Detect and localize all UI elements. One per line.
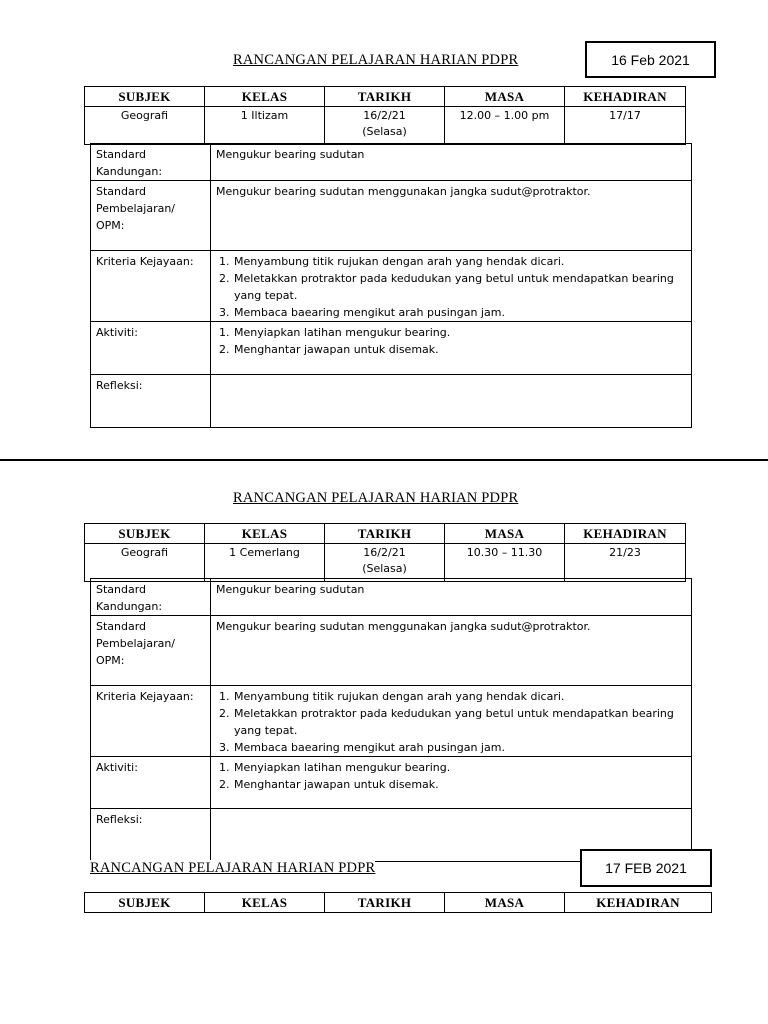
standard-kandungan-label: Standard Kandungan: — [91, 144, 211, 181]
masa-header: MASA — [445, 893, 565, 913]
subjek-value: Geografi — [85, 544, 205, 582]
plan1-value-row — [85, 107, 686, 145]
plan2-detail-table — [90, 578, 692, 862]
kehadiran-value: 21/23 — [565, 544, 686, 582]
kelas-header: KELAS — [205, 87, 325, 107]
kriteria-row — [91, 686, 692, 757]
kriteria-value — [211, 251, 692, 322]
standard-pembelajaran-value: Mengukur bearing sudutan menggunakan jangka sudut@protraktor. — [211, 616, 692, 686]
masa-header: MASA — [445, 524, 565, 544]
masa-header: MASA — [445, 87, 565, 107]
kriteria-item: 2. Meletakkan protraktor pada kedudukan yang betul untuk mendapatkan bearing yang tepat. — [233, 705, 685, 739]
standard-kandungan-label: Standard Kandungan: — [91, 579, 211, 616]
kriteria-list — [216, 253, 685, 321]
kriteria-item: 3. Membaca baearing mengikut arah pusingan jam. — [233, 739, 685, 756]
masa-value: 10.30 – 11.30 — [445, 544, 565, 582]
tarikh-header: TARIKH — [325, 524, 445, 544]
plan1-detail-table — [90, 143, 692, 428]
tarikh-header: TARIKH — [325, 893, 445, 913]
plan3-header-table — [84, 892, 712, 913]
page-separator — [0, 459, 768, 461]
aktiviti-value — [211, 757, 692, 809]
aktiviti-value — [211, 322, 692, 375]
kelas-header: KELAS — [205, 524, 325, 544]
plan3-title: RANCANGAN PELAJARAN HARIAN PDPR — [90, 860, 376, 876]
kehadiran-header: KEHADIRAN — [565, 87, 686, 107]
standard-kandungan-value: Mengukur bearing sudutan — [211, 144, 692, 181]
tarikh-value: 16/2/21 (Selasa) — [325, 544, 445, 582]
plan3-date-box: 17 FEB 2021 — [580, 849, 712, 887]
plan2-title: RANCANGAN PELAJARAN HARIAN PDPR — [233, 490, 519, 506]
tarikh-header: TARIKH — [325, 87, 445, 107]
tarikh-value: 16/2/21 (Selasa) — [325, 107, 445, 145]
kriteria-label: Kriteria Kejayaan: — [91, 686, 211, 757]
standard-kandungan-row — [91, 144, 692, 181]
kriteria-label: Kriteria Kejayaan: — [91, 251, 211, 322]
aktiviti-row — [91, 322, 692, 375]
kriteria-item: 2. Meletakkan protraktor pada kedudukan yang betul untuk mendapatkan bearing yang tepat. — [233, 270, 685, 304]
standard-pembelajaran-label: Standard Pembelajaran/ OPM: — [91, 616, 211, 686]
plan1-header-row — [85, 87, 686, 107]
kehadiran-value: 17/17 — [565, 107, 686, 145]
kelas-value: 1 Cemerlang — [205, 544, 325, 582]
standard-pembelajaran-row — [91, 181, 692, 251]
kehadiran-header: KEHADIRAN — [565, 524, 686, 544]
standard-kandungan-value: Mengukur bearing sudutan — [211, 579, 692, 616]
plan2-header-table — [84, 523, 686, 582]
aktiviti-list — [216, 324, 685, 358]
refleksi-label: Refleksi: — [91, 375, 211, 428]
kriteria-row — [91, 251, 692, 322]
kriteria-list — [216, 688, 685, 756]
masa-value: 12.00 – 1.00 pm — [445, 107, 565, 145]
aktiviti-item: 1. Menyiapkan latihan mengukur bearing. — [233, 759, 685, 776]
plan3-header-row — [85, 893, 712, 913]
plan2-value-row — [85, 544, 686, 582]
subjek-header: SUBJEK — [85, 87, 205, 107]
subjek-header: SUBJEK — [85, 893, 205, 913]
plan1-title: RANCANGAN PELAJARAN HARIAN PDPR — [233, 52, 519, 68]
standard-pembelajaran-label: Standard Pembelajaran/ OPM: — [91, 181, 211, 251]
aktiviti-label: Aktiviti: — [91, 757, 211, 809]
kelas-header: KELAS — [205, 893, 325, 913]
refleksi-value — [211, 375, 692, 428]
aktiviti-item: 2. Menghantar jawapan untuk disemak. — [233, 776, 685, 793]
kelas-value: 1 Iltizam — [205, 107, 325, 145]
kehadiran-header: KEHADIRAN — [565, 893, 712, 913]
aktiviti-label: Aktiviti: — [91, 322, 211, 375]
subjek-value: Geografi — [85, 107, 205, 145]
kriteria-item: 1. Menyambung titik rujukan dengan arah yang hendak dicari. — [233, 253, 685, 270]
standard-kandungan-row — [91, 579, 692, 616]
aktiviti-item: 2. Menghantar jawapan untuk disemak. — [233, 341, 685, 358]
refleksi-label: Refleksi: — [91, 809, 211, 862]
kriteria-value — [211, 686, 692, 757]
aktiviti-list — [216, 759, 685, 793]
plan2-header-row — [85, 524, 686, 544]
kriteria-item: 1. Menyambung titik rujukan dengan arah yang hendak dicari. — [233, 688, 685, 705]
standard-pembelajaran-value: Mengukur bearing sudutan menggunakan jangka sudut@protraktor. — [211, 181, 692, 251]
plan1-date-box: 16 Feb 2021 — [585, 41, 716, 78]
standard-pembelajaran-row — [91, 616, 692, 686]
refleksi-row — [91, 375, 692, 428]
plan1-header-table — [84, 86, 686, 145]
subjek-header: SUBJEK — [85, 524, 205, 544]
aktiviti-item: 1. Menyiapkan latihan mengukur bearing. — [233, 324, 685, 341]
kriteria-item: 3. Membaca baearing mengikut arah pusingan jam. — [233, 304, 685, 321]
aktiviti-row — [91, 757, 692, 809]
